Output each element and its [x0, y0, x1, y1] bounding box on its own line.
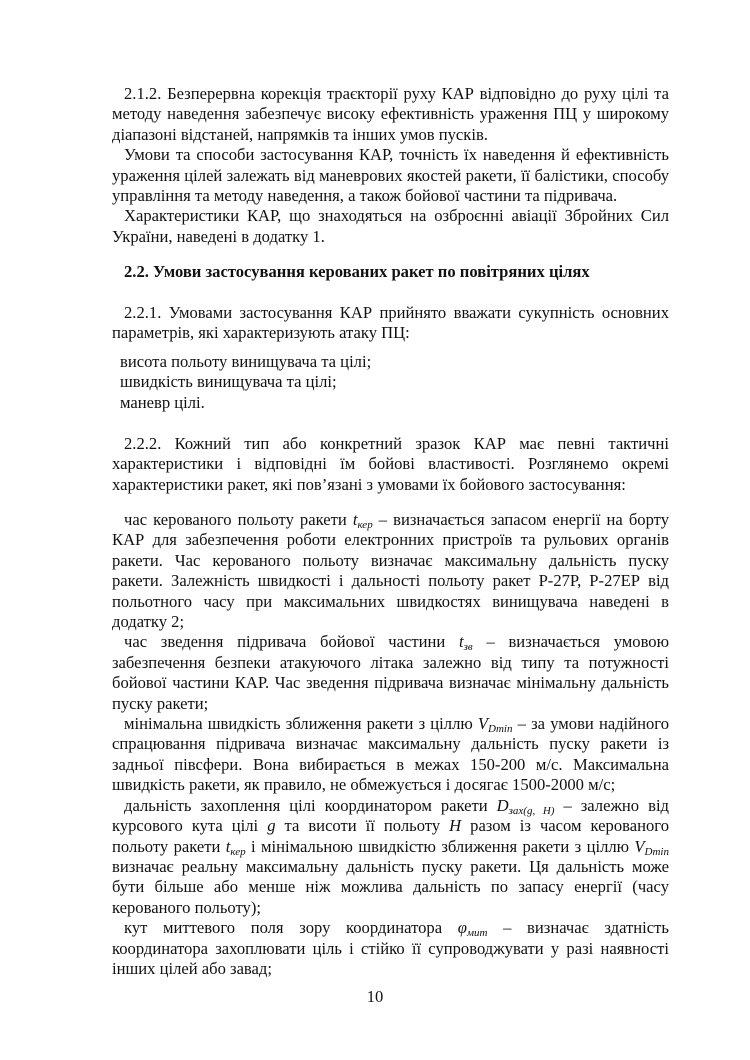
list-item: висота польоту винищувача та цілі;: [120, 352, 372, 371]
item-instant-fov-angle: кут миттевого поля зору координатора $\varphi_{мит}$ – визначає здатність координатора захоплювати ціль і стійко її супроводжувати у разі наявності інших цілей або завад;: [112, 918, 669, 978]
page-number: 10: [366, 987, 384, 1006]
list-item: швидкість винищувача та цілі;: [120, 372, 337, 392]
section-2-1-2: [112, 84, 669, 247]
characteristics-list: [112, 510, 669, 979]
item-target-lock-range: дальність захоплення цілі координатором ракети $D_{зах(g, H)}$ – залежно від курсового кута цілі g та висоти її польоту H разом із часом керованого польоту ракети $t_{кер}$ і мінімальною швидкістю зближення ракети з ціллю $V_{Dmin}$ визначає реальну максимальну дальність пуску ракети. Ця дальність може бути більше або менше ніж можлива дальність по запасу енергії (часу керованого польоту);: [112, 795, 669, 917]
paragraph: 2.2.1. Умовами застосування КАР прийнято вважати сукупність основних параметрів, які характеризують атаку ПЦ:: [112, 303, 669, 343]
paragraph: Умови та способи застосування КАР, точність їх наведення й ефективність ураження цілей залежать від маневрових якостей ракети, її балістики, способу управління та методу наведення, а також бойової частини та підривача.: [112, 145, 669, 206]
section-2-2-2: [112, 434, 669, 495]
item-min-closing-speed: мінімальна швидкість зближення ракети з ціллю $V_{Dmin}$ – за умови надійного спрацювання підривача визначає максимальну дальність пуску ракети із задньої півсфери. Вона вибирається в межах 150-200 м/с. Максимальна швидкість ракети, як правило, не обмежується і досягає 1500-2000 м/с;: [112, 714, 669, 795]
paragraph: Характеристики КАР, що знаходяться на озброєнні авіації Збройних Сил України, наведені в додатку 1.: [112, 206, 669, 246]
paragraph: 2.1.2. Безперервна корекція траєкторії руху КАР відповідно до руху цілі та методу наведення забезпечує високу ефективність ураження ПЦ у широкому діапазоні відстаней, напрямків та інших умов пусків.: [112, 84, 669, 144]
item-guided-flight-time: час керованого польоту ракети $t_{кер}$ – визначається запасом енергії на борту КАР для забезпечення роботи електронних пристроїв та рульових органів ракети. Час керованого польоту визначає максимальну дальність пуску ракети. Залежність швидкості і дальності польоту ракет Р-27Р, Р-27ЕР від польотного часу при максимальних швидкостях винищувача наведені в додатку 2;: [112, 510, 669, 632]
item-fuze-arming-time: час зведення підривача бойової частини $t_{зв}$ – визначається умовою забезпечення безпеки атакуючого літака залежно від типу та потужності бойової частини КАР. Час зведення підривача визначає мінімальну дальність пуску ракети;: [112, 632, 669, 713]
heading-2-2: 2.2. Умови застосування керованих ракет по повітряних цілях: [124, 262, 590, 281]
section-2-2-1: [112, 303, 669, 344]
paragraph: 2.2.2. Кожний тип або конкретний зразок КАР має певні тактичні характеристики і відповідні їм бойові властивості. Розглянемо окремі характеристики ракет, які пов’язані з умовами їх бойового застосування:: [112, 434, 669, 494]
list-item: маневр цілі.: [120, 392, 205, 412]
conditions-list: [112, 352, 669, 413]
section-heading: [112, 262, 669, 282]
